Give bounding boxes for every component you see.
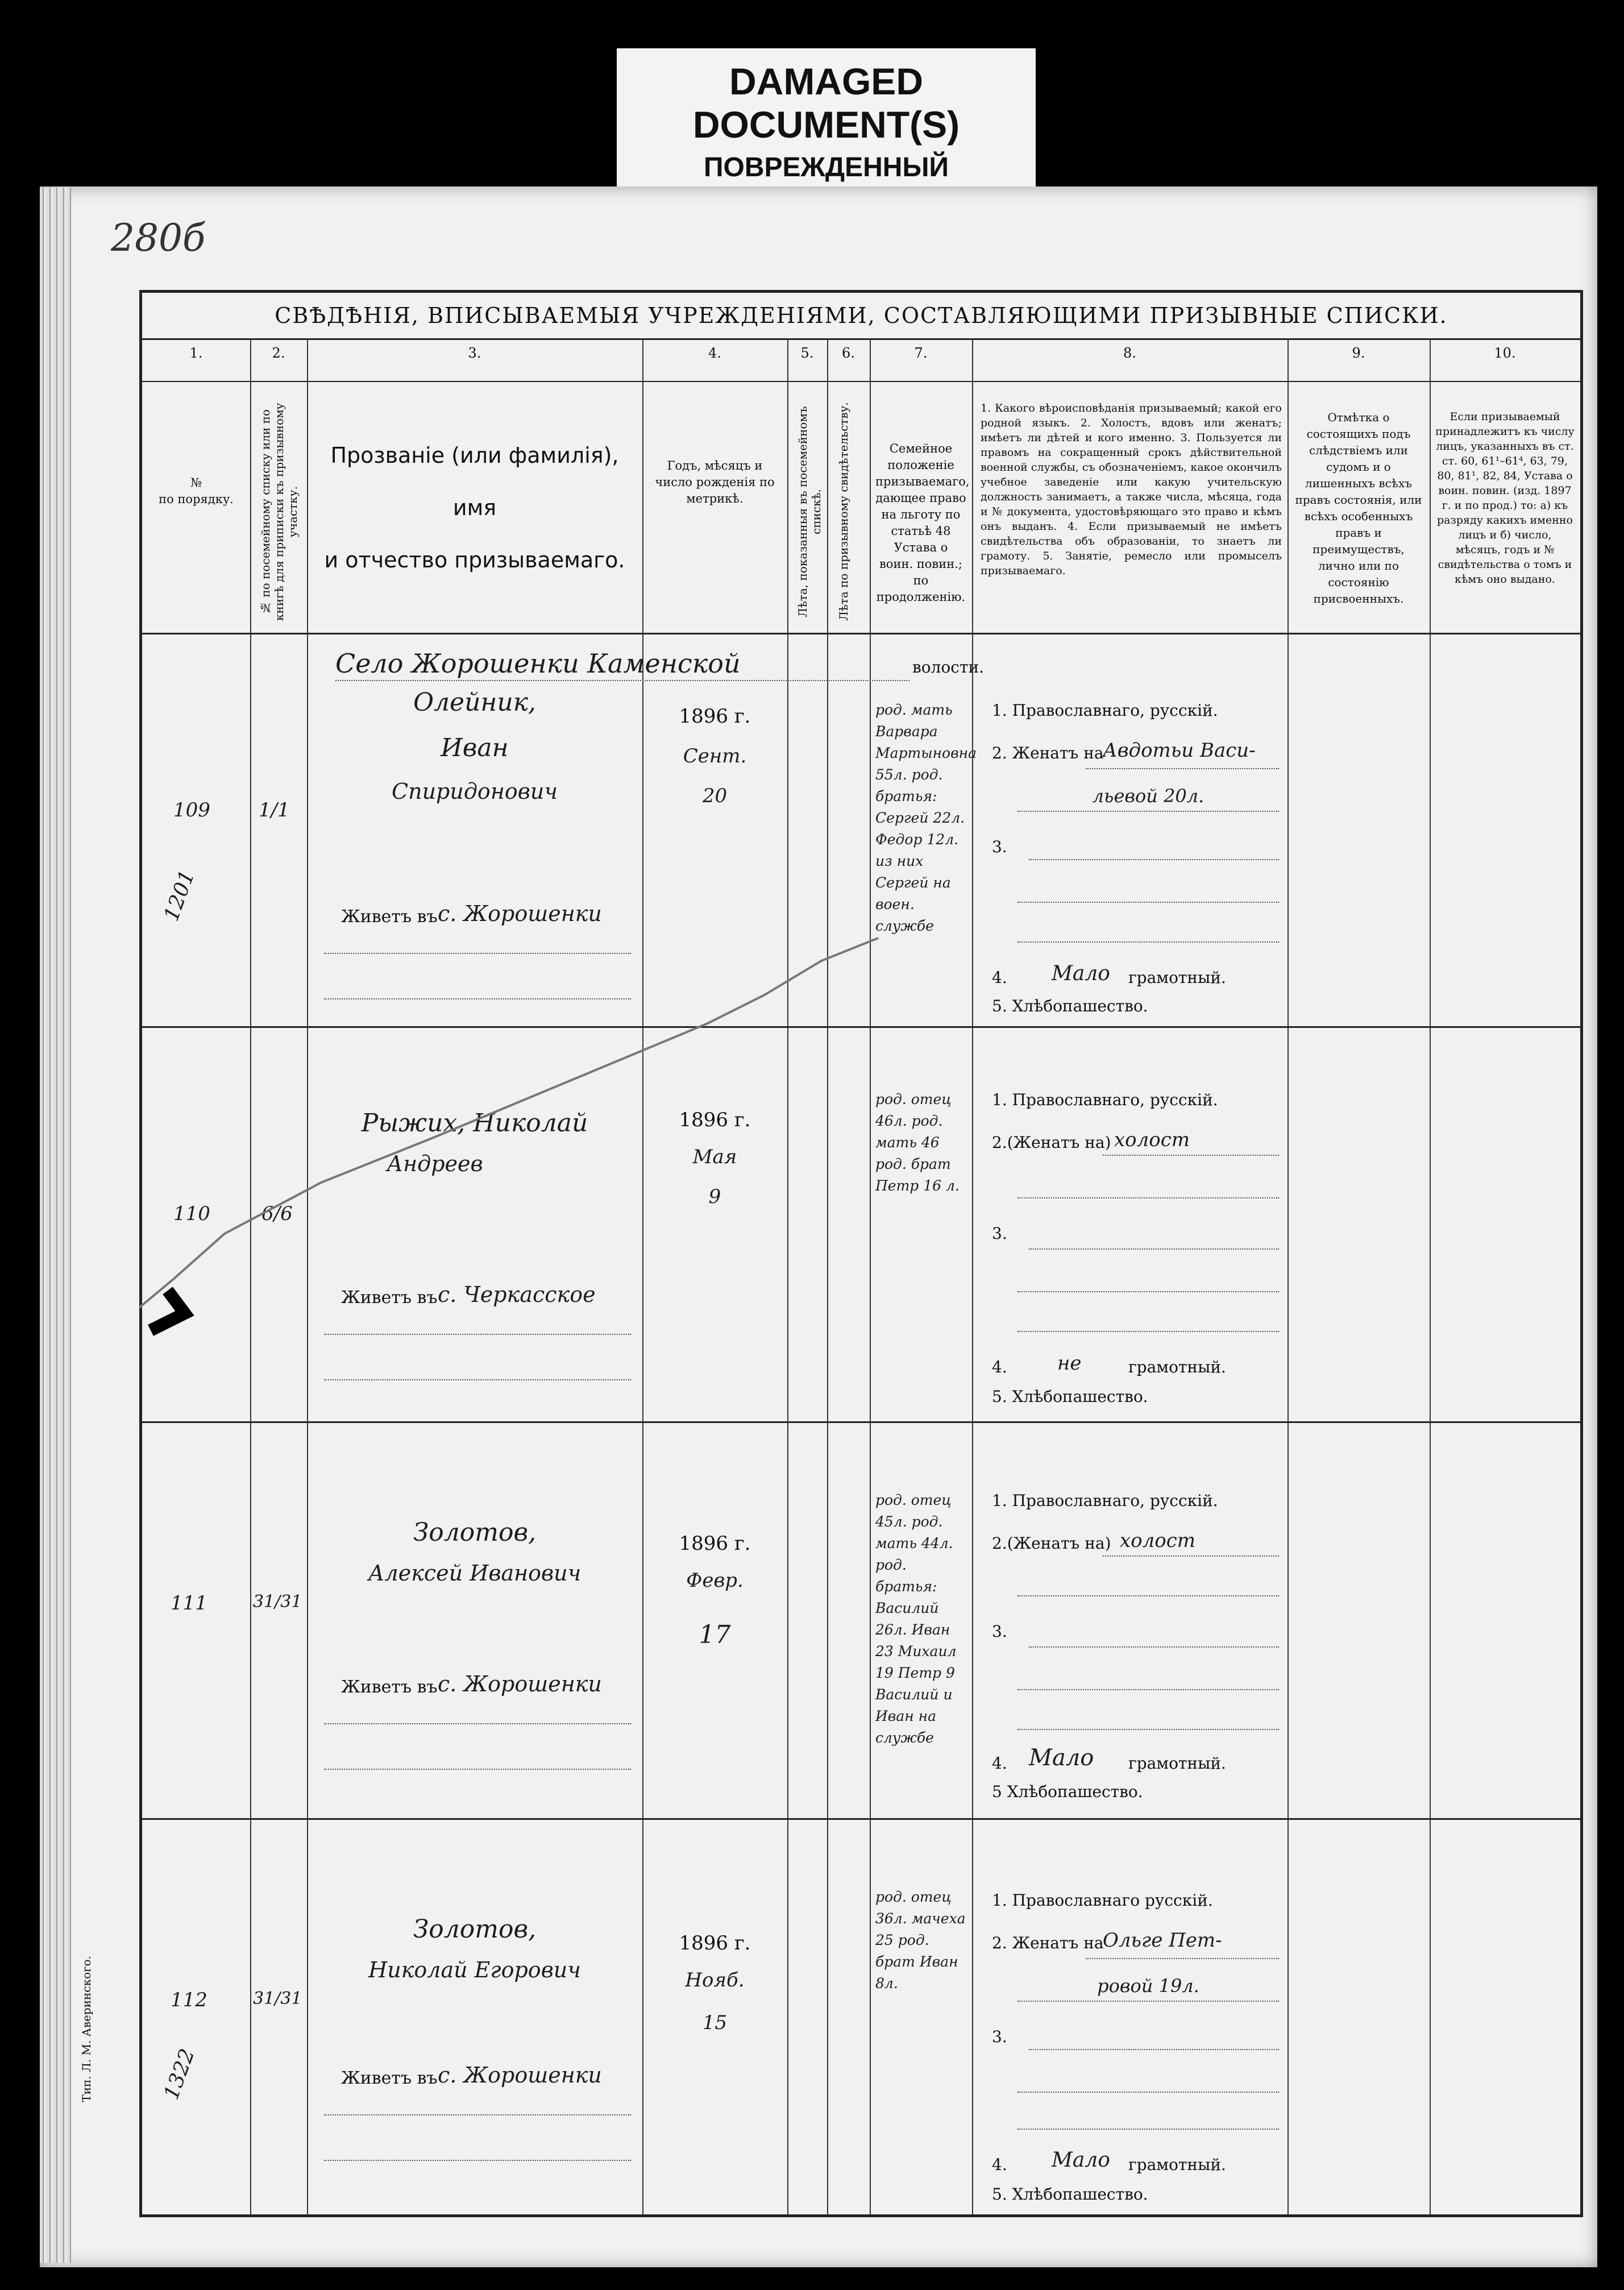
literacy-hand: Мало [1052,962,1110,985]
birth-day: 17 [699,1620,731,1649]
religion: 1. Православнаго, русскій. [992,1491,1218,1510]
col-number: 10. [1494,345,1516,361]
item-4: 4. [992,1358,1007,1376]
birth-day: 15 [702,2011,728,2034]
blank-line [1017,1728,1279,1730]
blank-line [1017,1330,1279,1332]
family-no: 1/1 [259,799,290,822]
blank-line [1103,1555,1279,1557]
blank-line [1017,1197,1279,1198]
item-4: 4. [992,1754,1007,1773]
marital-status: холост [1114,1129,1190,1151]
header-col6: Лѣта по призывному свидѣтельству. [837,402,850,621]
paper-crack [139,938,878,1336]
village: с. Жорошенки [438,901,602,926]
header-col1-symbol: № [190,476,202,489]
birth-month: Февр. [686,1569,744,1592]
printer-imprint: Тип. Л. М. Аверинского. [80,1956,93,2102]
volost-printed: волости. [912,658,984,677]
married-label: 2.(Женатъ на) [992,1133,1111,1152]
religion: 1. Православнаго русскій. [992,1891,1213,1910]
col-number: 8. [1123,345,1136,361]
blank-line [1029,2048,1279,2050]
lives-label: Живетъ въ [341,1677,438,1697]
family-status: род. мать Варвара Мартыновна 55л. род. братья: Сергей 22л. Федор 12л. из них Сергей на воен. службе [875,702,977,934]
literacy-printed: грамотный. [1128,1754,1226,1773]
spouse-line2: льевой 20л. [1092,785,1204,807]
family-no: 31/31 [253,1989,302,2009]
page-edge [40,188,71,2263]
marital-status: холост [1120,1529,1196,1552]
blank-line [324,1768,631,1770]
birth-month: Нояб. [685,1969,745,1992]
surname: Золотов, [413,1915,537,1944]
married-label: 2. Женатъ на [992,1934,1104,1952]
village: с. Жорошенки [438,1671,602,1696]
header-col10: Если призываемый принадлежитъ къ числу лицъ, указанныхъ въ ст. ст. 60, 61¹–61⁴, 63, 79, 80, 81¹, 82, 84, Устава о воин. повин. (изд. 1897 г. и по прод.) то: а) къ разряду какихъ именно лицъ и б) число, мѣсяцъ, годъ и № свидѣтельства о томъ и кѣмъ оно выдано. [1435,410,1575,586]
birth-month: Сент. [683,745,747,768]
spouse-line2: ровой 19л. [1097,1975,1199,1997]
literacy-hand: Мало [1029,1745,1094,1771]
birth-month: Мая [692,1146,737,1168]
item-3: 3. [992,1224,1007,1243]
header-col3 [310,429,639,586]
lives-label: Живетъ въ [341,1288,438,1308]
blank-line [324,1379,631,1380]
col-number: 2. [272,345,285,361]
record-no-extra: 1201 [159,867,200,924]
blank-line [1017,1595,1279,1596]
header-col3-line1: Прозваніе (или фамилія), имя [330,443,619,520]
literacy-hand: Мало [1052,2148,1110,2172]
religion: 1. Православнаго, русскій. [992,1090,1218,1109]
literacy-printed: грамотный. [1128,2155,1226,2174]
blank-line [1017,2128,1279,2130]
blank-line [1086,1957,1279,1959]
blank-line [324,2114,631,2115]
col-number: 6. [842,345,855,361]
religion: 1. Православнаго, русскій. [992,701,1218,720]
item-3: 3. [992,837,1007,856]
blank-line [1017,1291,1279,1292]
blank-line [1017,901,1279,903]
numbers-divider [142,381,1580,382]
family-status: род. отец 36л. мачеха 25 род. брат Иван 8л. [875,1889,966,1992]
blank-line [1086,768,1279,769]
patronymic: Спиридонович [392,779,558,804]
family-status: род. отец 46л. род. мать 46 род. брат Петр 16 л. [875,1091,960,1194]
record-row-111 [142,1421,1580,1818]
header-col8: 1. Какого вѣроисповѣданія призываемый; какой его родной языкъ. 2. Холостъ, вдовъ или женатъ; имѣетъ ли дѣтей и кого именно. 3. Пользуется ли правомъ на сокращенный срокъ дѣйствительной военной службы, съ обозначеніемъ, какое окончилъ учебное заведеніе или какую учительскую должность занимаетъ, а также числа, мѣсяца, года и № документа, удостовѣряющаго это право и кѣмъ онъ выданъ. 4. Если призываемый не имѣетъ свидѣтельства объ образованіи, то знаетъ ли грамоту. 5. Занятіе, ремесло или промыселъ призываемаго. [981,402,1282,577]
birth-year: 1896 г. [679,1532,751,1555]
family-no: 6/6 [261,1202,293,1225]
married-label: 2.(Женатъ на) [992,1534,1111,1553]
col-number: 3. [468,345,481,361]
surname: Золотов, [413,1518,537,1547]
col-number: 1. [189,345,203,361]
header-col7: Семейное положеніе призываемаго, дающее право на льготу по статьѣ 48 Устава о воин. повин.; по продолженію. [875,442,970,604]
item-5: 5. Хлѣбопашество. [992,997,1148,1015]
col-number: 4. [708,345,721,361]
lives-label: Живетъ въ [341,2068,438,2088]
village: с. Черкасское [438,1282,596,1307]
given-name-patronymic: Алексей Иванович [368,1561,582,1586]
col-number: 9. [1352,345,1365,361]
header-col4: Годъ, мѣсяцъ и число рожденія по метрикѣ. [655,459,775,505]
header-col5: Лѣта, показанныя въ посемейномъ спискѣ. [796,406,823,617]
literacy-hand: не [1057,1352,1082,1375]
birth-day: 9 [708,1185,721,1208]
blank-line [1017,810,1279,812]
married-label: 2. Женатъ на [992,744,1104,762]
blank-line [1017,1689,1279,1690]
family-status: род. отец 45л. род. мать 44л. род. братья: Василий 26л. Иван 23 Михаил 19 Петр 9 Василий и Иван на службе [875,1492,957,1746]
record-row-112 [142,1818,1580,2214]
literacy-printed: грамотный. [1128,968,1226,987]
header-col3-line2: и отчество призываемаго. [324,547,625,572]
table-title: СВѢДѢНІЯ, ВПИСЫВАЕМЫЯ УЧРЕЖДЕНІЯМИ, СОСТАВЛЯЮЩИМИ ПРИЗЫВНЫЕ СПИСКИ. [142,293,1580,340]
item-5: 5. Хлѣбопашество. [992,1387,1148,1406]
blank-line [324,1723,631,1724]
record-no-extra: 1322 [159,2046,200,2103]
blank-line [1103,1154,1279,1156]
header-col2: № по посемейному списку или по книгѣ для приписки къ призывному участку. [259,403,300,621]
blank-line [1017,2000,1279,2002]
birth-day: 20 [702,785,728,807]
page-number: 280б [111,216,206,260]
header-col1 [148,475,244,508]
village: с. Жорошенки [438,2063,602,2088]
birth-year: 1896 г. [679,705,751,728]
stamp-line-1: DAMAGED [729,60,923,102]
record-no: 110 [173,1202,210,1225]
family-no: 31/31 [253,1592,302,1612]
item-3: 3. [992,2027,1007,2046]
blank-line [1029,858,1279,860]
surname: Олейник, [413,688,537,717]
blank-line [1029,1646,1279,1648]
spouse-line1: Ольге Пет- [1103,1929,1222,1952]
col-number: 5. [800,345,814,361]
record-no: 111 [171,1592,207,1615]
damaged-document-stamp [617,48,1036,199]
spouse-line1: Авдотьи Васи- [1103,739,1256,762]
birth-year: 1896 г. [679,1932,751,1955]
record-no: 112 [171,1989,207,2011]
blank-line [1029,1248,1279,1250]
record-no: 109 [173,799,210,822]
item-3: 3. [992,1622,1007,1641]
stamp-line-2: DOCUMENT(S) [692,103,960,146]
blank-line [1017,2091,1279,2093]
stamp-line-3: ПОВРЕЖДЕННЫЙ [704,152,949,182]
item-5: 5. Хлѣбопашество. [992,2185,1148,2204]
col-number: 7. [914,345,928,361]
blank-line [324,2159,631,2161]
volost-handwritten: Село Жорошенки Каменской [335,648,741,679]
item-4: 4. [992,2155,1007,2174]
item-5: 5 Хлѣбопашество. [992,1782,1143,1801]
literacy-printed: грамотный. [1128,1358,1226,1376]
patronymic: Андреев [387,1151,483,1176]
header-col1-text: по порядку. [159,492,234,506]
item-4: 4. [992,968,1007,987]
blank-line [1017,941,1279,943]
birth-year: 1896 г. [679,1109,751,1131]
lives-label: Живетъ въ [341,907,438,927]
given-name: Иван [441,733,509,762]
header-col9: Отмѣтка о состоящихъ подъ слѣдствіемъ или судомъ и о лишенныхъ всѣхъ правъ состоянія, или всѣхъ особенныхъ правъ и преимуществъ, лично или по состоянію присвоенныхъ. [1295,410,1422,605]
given-name-patronymic: Николай Егорович [368,1957,581,1982]
surname-name: Рыжих, Николай [361,1109,588,1138]
